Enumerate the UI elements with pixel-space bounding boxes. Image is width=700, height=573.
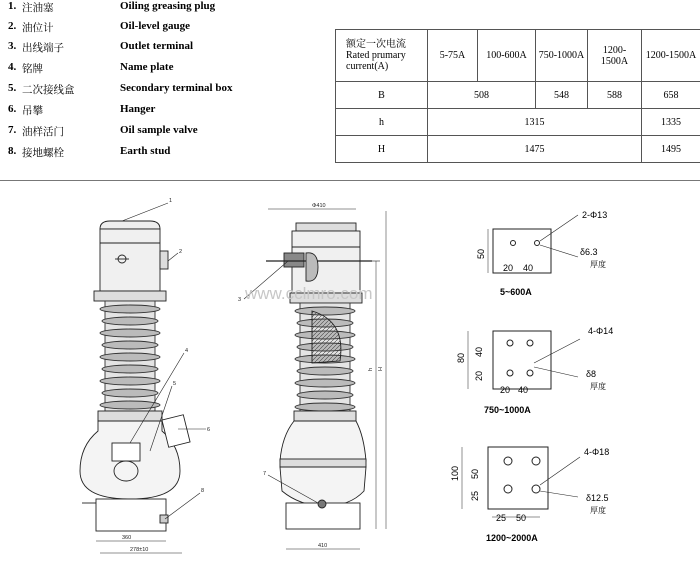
thickness-label: 厚度 [590, 505, 606, 515]
callout-5: 5 [173, 381, 176, 387]
table-header-cell [336, 30, 428, 82]
dim-H: H [378, 367, 384, 371]
table-cell: 1495 [642, 136, 700, 163]
legend-english: Oil-level gauge [120, 20, 190, 32]
dim-h: h [368, 368, 374, 371]
terminal-caption: 1200~2000A [486, 533, 538, 543]
table-cell: 1475 [428, 136, 642, 163]
dim-278: 278±10 [130, 547, 148, 553]
legend-chinese: 注油塞 [22, 0, 54, 15]
legend-number: 2. [8, 20, 16, 32]
dim-upper: 50 [470, 469, 480, 479]
table-cell: 658 [642, 82, 700, 109]
table-row [336, 82, 700, 109]
hole-spec: 4-Φ14 [588, 326, 613, 336]
legend-number: 8. [8, 145, 16, 157]
callout-3: 3 [238, 297, 241, 303]
table-cell: 548 [536, 82, 588, 109]
dim-b: 40 [523, 263, 533, 273]
terminal-caption: 5~600A [500, 287, 532, 297]
legend-chinese: 出线端子 [22, 40, 64, 55]
row-label: h [336, 109, 428, 136]
legend-number: 4. [8, 61, 16, 73]
legend-english: Outlet terminal [120, 40, 193, 52]
table-row [336, 109, 700, 136]
legend-english: Oiling greasing plug [120, 0, 215, 12]
thickness-spec: δ6.3 [580, 247, 598, 257]
legend-english: Name plate [120, 61, 173, 73]
dim-b: 40 [518, 385, 528, 395]
header-english: current(A) [346, 61, 425, 72]
row-label: H [336, 136, 428, 163]
dim-410: 410 [318, 543, 327, 549]
legend-english: Oil sample valve [120, 124, 198, 136]
legend-number: 5. [8, 82, 16, 94]
callout-1: 1 [169, 198, 172, 204]
dim-a: 25 [496, 513, 506, 523]
thickness-label: 厚度 [590, 381, 606, 391]
thickness-spec: δ12.5 [586, 493, 609, 503]
legend-number: 1. [8, 0, 16, 12]
dim-lower: 25 [470, 491, 480, 501]
dim-lower: 20 [474, 371, 484, 381]
callout-4: 4 [185, 348, 188, 354]
terminal-750-1000A [456, 326, 613, 415]
dim-height: 80 [456, 353, 466, 363]
header-chinese: 额定一次电流 [346, 39, 425, 50]
watermark: www.cclmro.com [244, 284, 373, 303]
callout-8: 8 [201, 488, 204, 494]
dim-b: 50 [516, 513, 526, 523]
legend-english: Earth stud [120, 145, 170, 157]
column-header: 1200-1500A [588, 30, 642, 82]
legend-chinese: 二次接线盒 [22, 82, 75, 97]
dim-height: 50 [476, 249, 486, 259]
side-view-drawing [80, 203, 206, 553]
legend-chinese: 油位计 [22, 20, 54, 35]
thickness-spec: δ8 [586, 369, 596, 379]
column-header: 100-600A [478, 30, 536, 82]
legend-number: 3. [8, 40, 16, 52]
column-header: 5-75A [428, 30, 478, 82]
legend-chinese: 吊攀 [22, 103, 43, 118]
dim-top: Φ410 [312, 203, 326, 209]
legend-chinese: 铭牌 [22, 61, 43, 76]
legend-number: 7. [8, 124, 16, 136]
column-header: 1200-1500A [642, 30, 700, 82]
callout-2: 2 [179, 249, 182, 255]
column-header: 750-1000A [536, 30, 588, 82]
front-view-drawing [244, 209, 386, 549]
legend-english: Secondary terminal box [120, 82, 232, 94]
hole-spec: 4-Φ18 [584, 447, 609, 457]
legend-chinese: 油样活门 [22, 124, 64, 139]
legend-chinese: 接地螺栓 [22, 145, 64, 160]
drawing-svg [0, 181, 700, 573]
legend-number: 6. [8, 103, 16, 115]
table-row [336, 136, 700, 163]
table-cell: 588 [588, 82, 642, 109]
hole-spec: 2-Φ13 [582, 210, 607, 220]
terminal-5-600A [476, 210, 607, 297]
technical-drawing [0, 180, 700, 573]
dim-360: 360 [122, 535, 131, 541]
legend-english: Hanger [120, 103, 155, 115]
table-cell: 1315 [428, 109, 642, 136]
callout-6: 6 [207, 427, 210, 433]
table-header-row [336, 30, 700, 82]
dim-upper: 40 [474, 347, 484, 357]
terminal-caption: 750~1000A [484, 405, 531, 415]
row-label: B [336, 82, 428, 109]
terminal-1200-2000A [450, 447, 609, 543]
dim-a: 20 [500, 385, 510, 395]
thickness-label: 厚度 [590, 259, 606, 269]
dimension-table [335, 29, 700, 163]
dim-a: 20 [503, 263, 513, 273]
dim-height: 100 [450, 466, 460, 481]
header-english: Rated prumary [346, 50, 425, 61]
table-cell: 1335 [642, 109, 700, 136]
table-cell: 508 [428, 82, 536, 109]
callout-7: 7 [263, 471, 266, 477]
